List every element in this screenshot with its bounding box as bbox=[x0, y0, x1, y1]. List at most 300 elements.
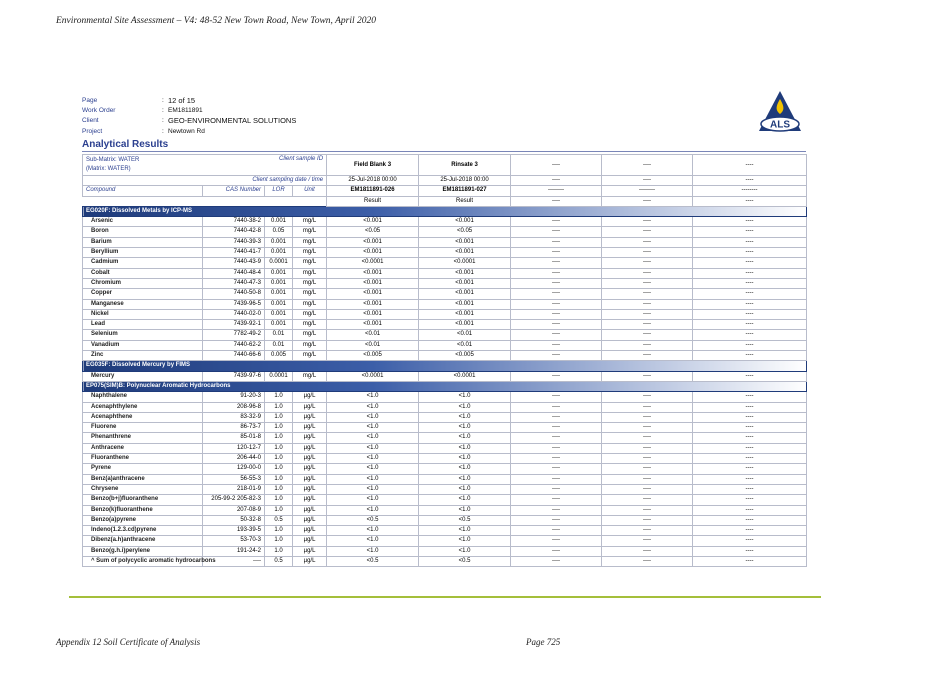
compound-cell: Indeno(1.2.3.cd)pyrene bbox=[83, 526, 203, 536]
result-cell: ---- bbox=[693, 484, 807, 494]
compound-cell: Barium bbox=[83, 237, 203, 247]
cas-cell: 83-32-9 bbox=[203, 412, 265, 422]
result-cell: <1.0 bbox=[419, 505, 511, 515]
result-cell: ---- bbox=[693, 237, 807, 247]
result-cell: ---- bbox=[602, 495, 693, 505]
cas-cell: 85-01-8 bbox=[203, 433, 265, 443]
lor-cell: 1.0 bbox=[265, 484, 293, 494]
lab-id-2: EM1811891-027 bbox=[419, 186, 511, 196]
result-cell: <0.001 bbox=[327, 217, 419, 227]
lor-cell: 1.0 bbox=[265, 423, 293, 433]
result-cell: <0.5 bbox=[419, 556, 511, 566]
table-row bbox=[83, 536, 807, 546]
sample-date-4: ---- bbox=[602, 176, 693, 186]
result-cell: ---- bbox=[602, 227, 693, 237]
result-cell: <0.01 bbox=[327, 330, 419, 340]
sample-id-5: ---- bbox=[693, 155, 807, 176]
result-cell: <1.0 bbox=[327, 505, 419, 515]
lor-cell: 1.0 bbox=[265, 536, 293, 546]
header-sample-id-row bbox=[83, 155, 807, 176]
result-cell: ---- bbox=[693, 309, 807, 319]
result-cell: <0.001 bbox=[327, 237, 419, 247]
result-cell: ---- bbox=[602, 412, 693, 422]
result-cell: ---- bbox=[602, 536, 693, 546]
table-row bbox=[83, 320, 807, 330]
result-cell: <0.01 bbox=[419, 330, 511, 340]
result-cell: ---- bbox=[602, 309, 693, 319]
result-cell: ---- bbox=[693, 320, 807, 330]
title-rule bbox=[82, 151, 806, 152]
lor-cell: 1.0 bbox=[265, 474, 293, 484]
logo-text: ALS bbox=[770, 119, 790, 131]
unit-cell: µg/L bbox=[293, 423, 327, 433]
lor-cell: 1.0 bbox=[265, 433, 293, 443]
result-cell: ---- bbox=[693, 515, 807, 525]
result-cell: <0.001 bbox=[327, 309, 419, 319]
report-meta bbox=[82, 96, 296, 137]
lor-cell: 0.001 bbox=[265, 278, 293, 288]
header-sampling-date-row bbox=[83, 176, 807, 186]
result-cell: ---- bbox=[511, 237, 602, 247]
compound-cell: Chrysene bbox=[83, 484, 203, 494]
result-cell: <0.01 bbox=[419, 340, 511, 350]
result-cell: <1.0 bbox=[419, 433, 511, 443]
result-cell: ---- bbox=[511, 546, 602, 556]
unit-cell: µg/L bbox=[293, 536, 327, 546]
cas-cell: 50-32-8 bbox=[203, 515, 265, 525]
table-row bbox=[83, 443, 807, 453]
meta-label: Client bbox=[82, 117, 99, 125]
result-cell: <0.001 bbox=[419, 289, 511, 299]
result-cell: <0.001 bbox=[327, 320, 419, 330]
result-cell: <0.001 bbox=[419, 309, 511, 319]
matrix-label: (Matrix: WATER) bbox=[86, 166, 131, 172]
result-cell: <1.0 bbox=[419, 423, 511, 433]
table-row bbox=[83, 351, 807, 361]
result-cell: ---- bbox=[511, 474, 602, 484]
result-header-1: Result bbox=[327, 196, 419, 206]
unit-cell: µg/L bbox=[293, 443, 327, 453]
unit-cell: µg/L bbox=[293, 412, 327, 422]
lor-cell: 0.001 bbox=[265, 299, 293, 309]
result-cell: ---- bbox=[602, 556, 693, 566]
lor-cell: 0.0001 bbox=[265, 371, 293, 381]
compound-cell: Dibenz(a.h)anthracene bbox=[83, 536, 203, 546]
compound-cell: Benz(a)anthracene bbox=[83, 474, 203, 484]
meta-label: Work Order bbox=[82, 107, 116, 115]
result-cell: ---- bbox=[602, 320, 693, 330]
result-cell: <0.0001 bbox=[419, 371, 511, 381]
cas-cell: 7440-38-2 bbox=[203, 217, 265, 227]
compound-cell: Benzo(b+j)fluoranthene bbox=[83, 495, 203, 505]
result-cell: <0.001 bbox=[419, 217, 511, 227]
lor-cell: 0.5 bbox=[265, 515, 293, 525]
result-cell: ---- bbox=[693, 258, 807, 268]
cas-cell: 7440-48-4 bbox=[203, 268, 265, 278]
result-cell: ---- bbox=[511, 351, 602, 361]
unit-cell: mg/L bbox=[293, 371, 327, 381]
unit-cell: mg/L bbox=[293, 351, 327, 361]
result-cell: <0.001 bbox=[327, 278, 419, 288]
lor-cell: 1.0 bbox=[265, 402, 293, 412]
result-cell: ---- bbox=[511, 217, 602, 227]
result-cell: ---- bbox=[693, 392, 807, 402]
result-cell: <1.0 bbox=[419, 546, 511, 556]
compound-cell: Cobalt bbox=[83, 268, 203, 278]
unit-cell: mg/L bbox=[293, 258, 327, 268]
result-cell: ---- bbox=[511, 454, 602, 464]
compound-cell: Benzo(g.h.i)perylene bbox=[83, 546, 203, 556]
lor-cell: 0.005 bbox=[265, 351, 293, 361]
result-cell: ---- bbox=[693, 536, 807, 546]
result-cell: ---- bbox=[693, 556, 807, 566]
lab-id-3: -------- bbox=[511, 186, 602, 196]
result-cell: ---- bbox=[693, 474, 807, 484]
unit-cell: mg/L bbox=[293, 278, 327, 288]
result-cell: ---- bbox=[511, 536, 602, 546]
cas-cell: 7440-43-9 bbox=[203, 258, 265, 268]
table-row bbox=[83, 392, 807, 402]
result-cell: ---- bbox=[602, 443, 693, 453]
compound-cell: Vanadium bbox=[83, 340, 203, 350]
sample-id-4: ---- bbox=[602, 155, 693, 176]
unit-header: Unit bbox=[293, 186, 327, 196]
lor-cell: 1.0 bbox=[265, 412, 293, 422]
meta-value: 12 of 15 bbox=[168, 96, 196, 105]
table-row bbox=[83, 289, 807, 299]
unit-cell: mg/L bbox=[293, 309, 327, 319]
compound-cell: Benzo(a)pyrene bbox=[83, 515, 203, 525]
result-cell: <1.0 bbox=[419, 464, 511, 474]
result-cell: ---- bbox=[693, 454, 807, 464]
lor-cell: 0.05 bbox=[265, 227, 293, 237]
lor-cell: 0.001 bbox=[265, 268, 293, 278]
result-cell: ---- bbox=[511, 484, 602, 494]
lor-cell: 1.0 bbox=[265, 495, 293, 505]
unit-cell: µg/L bbox=[293, 505, 327, 515]
result-cell: ---- bbox=[602, 526, 693, 536]
table-row bbox=[83, 402, 807, 412]
result-cell: <1.0 bbox=[419, 392, 511, 402]
cas-cell: 207-08-9 bbox=[203, 505, 265, 515]
result-cell: ---- bbox=[511, 402, 602, 412]
table-row bbox=[83, 546, 807, 556]
unit-cell: mg/L bbox=[293, 320, 327, 330]
result-cell: ---- bbox=[693, 371, 807, 381]
unit-cell: mg/L bbox=[293, 217, 327, 227]
meta-work-order: Work Order : EM1811891 bbox=[82, 106, 296, 116]
result-cell: ---- bbox=[602, 402, 693, 412]
compound-cell: Acenaphthene bbox=[83, 412, 203, 422]
result-cell: <0.0001 bbox=[419, 258, 511, 268]
lor-cell: 0.01 bbox=[265, 330, 293, 340]
result-cell: ---- bbox=[693, 526, 807, 536]
cas-cell: 86-73-7 bbox=[203, 423, 265, 433]
cas-cell: 7439-97-6 bbox=[203, 371, 265, 381]
table-row bbox=[83, 268, 807, 278]
lor-cell: 1.0 bbox=[265, 454, 293, 464]
compound-cell: Mercury bbox=[83, 371, 203, 381]
meta-value: GEO-ENVIRONMENTAL SOLUTIONS bbox=[168, 116, 297, 126]
section-header bbox=[83, 381, 807, 391]
result-header-4: ---- bbox=[602, 196, 693, 206]
compound-cell: Pyrene bbox=[83, 464, 203, 474]
result-cell: <0.001 bbox=[419, 278, 511, 288]
result-cell: ---- bbox=[602, 351, 693, 361]
result-cell: <1.0 bbox=[327, 392, 419, 402]
result-cell: <0.05 bbox=[419, 227, 511, 237]
cas-cell: 191-24-2 bbox=[203, 546, 265, 556]
sample-date-5: ---- bbox=[693, 176, 807, 186]
table-row bbox=[83, 309, 807, 319]
compound-cell: Benzo(k)fluoranthene bbox=[83, 505, 203, 515]
cas-cell: 218-01-9 bbox=[203, 484, 265, 494]
result-cell: ---- bbox=[602, 474, 693, 484]
lor-cell: 0.5 bbox=[265, 556, 293, 566]
result-cell: ---- bbox=[693, 289, 807, 299]
lor-cell: 1.0 bbox=[265, 464, 293, 474]
result-cell: <1.0 bbox=[419, 412, 511, 422]
sample-date-2: 25-Jul-2018 00:00 bbox=[419, 176, 511, 186]
result-cell: <1.0 bbox=[327, 495, 419, 505]
table-row bbox=[83, 340, 807, 350]
result-cell: <1.0 bbox=[419, 536, 511, 546]
cas-cell: 53-70-3 bbox=[203, 536, 265, 546]
unit-cell: mg/L bbox=[293, 299, 327, 309]
results-table bbox=[82, 154, 807, 567]
compound-cell: Naphthalene bbox=[83, 392, 203, 402]
result-cell: <0.005 bbox=[419, 351, 511, 361]
result-cell: ---- bbox=[693, 402, 807, 412]
result-cell: <1.0 bbox=[419, 443, 511, 453]
result-header-2: Result bbox=[419, 196, 511, 206]
result-cell: <0.0001 bbox=[327, 258, 419, 268]
compound-cell: Manganese bbox=[83, 299, 203, 309]
result-cell: ---- bbox=[693, 433, 807, 443]
result-cell: <0.001 bbox=[327, 248, 419, 258]
result-cell: ---- bbox=[511, 433, 602, 443]
result-cell: ---- bbox=[602, 423, 693, 433]
unit-cell: mg/L bbox=[293, 248, 327, 258]
result-cell: <1.0 bbox=[327, 526, 419, 536]
result-cell: <1.0 bbox=[327, 443, 419, 453]
table-row bbox=[83, 299, 807, 309]
result-cell: ---- bbox=[693, 330, 807, 340]
cas-header: CAS Number bbox=[203, 186, 265, 196]
cas-cell: 7440-41-7 bbox=[203, 248, 265, 258]
unit-cell: µg/L bbox=[293, 392, 327, 402]
section-header bbox=[83, 206, 807, 216]
result-cell: <1.0 bbox=[419, 474, 511, 484]
unit-cell: µg/L bbox=[293, 546, 327, 556]
lor-cell: 1.0 bbox=[265, 546, 293, 556]
result-cell: ---- bbox=[602, 289, 693, 299]
result-cell: ---- bbox=[693, 423, 807, 433]
result-cell: ---- bbox=[602, 515, 693, 525]
page-header: Environmental Site Assessment – V4: 48-52 New Town Road, New Town, April 2020 bbox=[56, 16, 377, 26]
table-row bbox=[83, 217, 807, 227]
table-row bbox=[83, 433, 807, 443]
unit-cell: µg/L bbox=[293, 495, 327, 505]
header-result-row bbox=[83, 196, 807, 206]
lor-cell: 0.001 bbox=[265, 309, 293, 319]
cas-cell: 7440-62-2 bbox=[203, 340, 265, 350]
lab-id-1: EM1811891-026 bbox=[327, 186, 419, 196]
table-row bbox=[83, 371, 807, 381]
table-row bbox=[83, 505, 807, 515]
compound-cell: ^ Sum of polycyclic aromatic hydrocarbons bbox=[83, 556, 203, 566]
unit-cell: µg/L bbox=[293, 464, 327, 474]
result-cell: <0.005 bbox=[327, 351, 419, 361]
table-row bbox=[83, 412, 807, 422]
sample-date-3: ---- bbox=[511, 176, 602, 186]
compound-cell: Anthracene bbox=[83, 443, 203, 453]
compound-cell: Arsenic bbox=[83, 217, 203, 227]
unit-cell: µg/L bbox=[293, 454, 327, 464]
cas-cell: 91-20-3 bbox=[203, 392, 265, 402]
result-cell: <1.0 bbox=[327, 433, 419, 443]
table-row bbox=[83, 526, 807, 536]
unit-cell: mg/L bbox=[293, 289, 327, 299]
compound-cell: Copper bbox=[83, 289, 203, 299]
als-logo bbox=[757, 89, 803, 135]
unit-cell: µg/L bbox=[293, 526, 327, 536]
result-cell: ---- bbox=[693, 217, 807, 227]
unit-cell: µg/L bbox=[293, 515, 327, 525]
result-cell: ---- bbox=[511, 412, 602, 422]
result-cell: ---- bbox=[511, 556, 602, 566]
table-row bbox=[83, 556, 807, 566]
unit-cell: µg/L bbox=[293, 433, 327, 443]
result-cell: ---- bbox=[511, 309, 602, 319]
result-header-5: ---- bbox=[693, 196, 807, 206]
cas-cell: 206-44-0 bbox=[203, 454, 265, 464]
lor-cell: 0.001 bbox=[265, 237, 293, 247]
compound-cell: Selenium bbox=[83, 330, 203, 340]
compound-cell: Fluorene bbox=[83, 423, 203, 433]
unit-cell: µg/L bbox=[293, 556, 327, 566]
result-cell: <1.0 bbox=[419, 454, 511, 464]
cas-cell: 208-96-8 bbox=[203, 402, 265, 412]
table-row bbox=[83, 227, 807, 237]
result-cell: ---- bbox=[602, 546, 693, 556]
unit-cell: µg/L bbox=[293, 484, 327, 494]
lor-cell: 0.001 bbox=[265, 320, 293, 330]
table-row bbox=[83, 237, 807, 247]
result-cell: ---- bbox=[693, 351, 807, 361]
cas-cell: 7440-47-3 bbox=[203, 278, 265, 288]
result-cell: ---- bbox=[602, 278, 693, 288]
cas-cell: 7440-02-0 bbox=[203, 309, 265, 319]
result-cell: ---- bbox=[511, 464, 602, 474]
result-cell: ---- bbox=[511, 278, 602, 288]
result-cell: <1.0 bbox=[327, 474, 419, 484]
result-cell: <0.001 bbox=[419, 237, 511, 247]
cas-cell: 7440-42-8 bbox=[203, 227, 265, 237]
result-cell: <0.05 bbox=[327, 227, 419, 237]
result-cell: ---- bbox=[602, 505, 693, 515]
result-cell: ---- bbox=[602, 340, 693, 350]
lor-cell: 0.001 bbox=[265, 217, 293, 227]
cas-cell: 7439-96-5 bbox=[203, 299, 265, 309]
result-cell: <0.5 bbox=[327, 515, 419, 525]
table-row bbox=[83, 484, 807, 494]
result-cell: ---- bbox=[511, 495, 602, 505]
result-cell: ---- bbox=[511, 320, 602, 330]
result-cell: ---- bbox=[511, 505, 602, 515]
cas-cell: ---- bbox=[203, 556, 265, 566]
result-cell: ---- bbox=[602, 330, 693, 340]
result-cell: <0.001 bbox=[327, 289, 419, 299]
result-cell: ---- bbox=[602, 392, 693, 402]
section-title: EG035F: Dissolved Mercury by FIMS bbox=[83, 361, 807, 371]
compound-cell: Lead bbox=[83, 320, 203, 330]
compound-cell: Beryllium bbox=[83, 248, 203, 258]
cas-cell: 205-99-2 205-82-3 bbox=[203, 495, 265, 505]
meta-page: Page : 12 of 15 bbox=[82, 96, 196, 105]
result-cell: <1.0 bbox=[327, 546, 419, 556]
section-title: EP075(SIM)B: Polynuclear Aromatic Hydrocarbons bbox=[83, 381, 807, 391]
result-cell: <0.001 bbox=[327, 299, 419, 309]
result-cell: <1.0 bbox=[419, 495, 511, 505]
unit-cell: µg/L bbox=[293, 474, 327, 484]
result-cell: ---- bbox=[693, 546, 807, 556]
section-header bbox=[83, 361, 807, 371]
table-row bbox=[83, 248, 807, 258]
cas-cell: 56-55-3 bbox=[203, 474, 265, 484]
cas-cell: 7439-92-1 bbox=[203, 320, 265, 330]
unit-cell: mg/L bbox=[293, 237, 327, 247]
result-cell: ---- bbox=[693, 464, 807, 474]
result-cell: ---- bbox=[511, 227, 602, 237]
section-title: EG020F: Dissolved Metals by ICP-MS bbox=[83, 206, 807, 216]
sampling-date-label: Client sampling date / time bbox=[83, 176, 327, 186]
lor-cell: 0.01 bbox=[265, 340, 293, 350]
sample-id-2: Rinsate 3 bbox=[419, 155, 511, 176]
matrix-cell bbox=[83, 155, 265, 176]
compound-cell: Nickel bbox=[83, 309, 203, 319]
table-row bbox=[83, 258, 807, 268]
lor-cell: 0.001 bbox=[265, 248, 293, 258]
result-cell: <0.001 bbox=[419, 320, 511, 330]
table-row bbox=[83, 515, 807, 525]
result-cell: ---- bbox=[511, 289, 602, 299]
table-row bbox=[83, 454, 807, 464]
result-cell: ---- bbox=[693, 278, 807, 288]
footer-page-number: Page 725 bbox=[526, 637, 561, 647]
meta-value: Newtown Rd bbox=[168, 127, 205, 135]
meta-label: Page bbox=[82, 97, 98, 104]
result-cell: ---- bbox=[602, 299, 693, 309]
result-cell: ---- bbox=[511, 392, 602, 402]
result-cell: <0.001 bbox=[419, 248, 511, 258]
result-cell: ---- bbox=[511, 330, 602, 340]
result-cell: ---- bbox=[693, 495, 807, 505]
unit-cell: µg/L bbox=[293, 402, 327, 412]
header-column-row bbox=[83, 186, 807, 196]
result-cell: <0.01 bbox=[327, 340, 419, 350]
cas-cell: 7440-66-6 bbox=[203, 351, 265, 361]
table-row bbox=[83, 423, 807, 433]
unit-cell: mg/L bbox=[293, 227, 327, 237]
result-cell: <1.0 bbox=[327, 536, 419, 546]
result-cell: <1.0 bbox=[327, 464, 419, 474]
meta-value: EM1811891 bbox=[168, 107, 203, 115]
result-cell: ---- bbox=[602, 217, 693, 227]
sub-matrix-label: Sub-Matrix: WATER bbox=[86, 157, 140, 163]
result-cell: <0.0001 bbox=[327, 371, 419, 381]
unit-cell: mg/L bbox=[293, 268, 327, 278]
